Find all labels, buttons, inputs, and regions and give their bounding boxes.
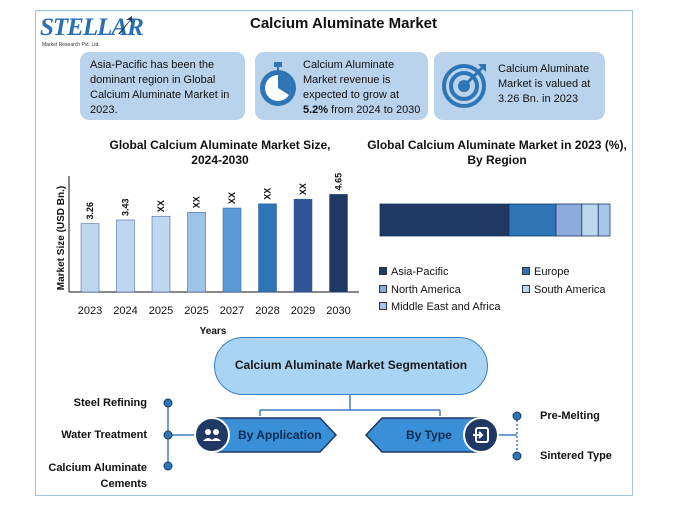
info-box-text: Calcium Aluminate Market is valued at 3.26 Bn. in 2023 <box>498 63 591 105</box>
region-chart-title: Global Calcium Aluminate Market in 2023 (%), By Region <box>367 138 627 167</box>
users-icon <box>202 425 222 445</box>
x-axis-title: Years <box>199 326 227 337</box>
segment-item-pre-melting: Pre-Melting <box>540 410 600 422</box>
bar-value-label: XX <box>262 187 273 200</box>
bar-value-label: XX <box>191 196 202 209</box>
segment-by-application-label: By Application <box>238 428 322 442</box>
x-tick-label: 2029 <box>290 305 316 317</box>
bar-value-label: XX <box>227 191 237 204</box>
info-box-text: Asia-Pacific has been the dominant region in Global Calcium Aluminate Market in 2023. <box>90 59 230 116</box>
bar-value-label: 4.65 <box>333 172 344 191</box>
legend-label: Asia-Pacific <box>391 266 449 278</box>
x-tick-label: 2028 <box>255 305 280 317</box>
x-tick-label: 2027 <box>219 305 245 317</box>
legend-label: Europe <box>534 266 570 278</box>
y-axis-title: Market Size (USD Bn.) <box>56 185 67 291</box>
x-tick-label: 2025 <box>148 305 174 317</box>
logo-subtitle: Market Research Pvt. Ltd. <box>42 42 100 48</box>
segment-item-water-treatment: Water Treatment <box>61 429 147 441</box>
logo-name: STELLAR <box>40 14 143 41</box>
page-title: Calcium Aluminate Market <box>250 15 437 32</box>
growth-rate: 5.2% <box>303 104 329 116</box>
segment-by-type-label: By Type <box>406 428 452 442</box>
login-icon <box>471 425 491 445</box>
bar-value-label: XX <box>298 183 308 196</box>
x-tick-label: 2024 <box>113 305 138 317</box>
segmentation-title: Calcium Aluminate Market Segmentation <box>214 337 488 395</box>
legend-label: South America <box>534 284 606 296</box>
segment-item-steel-refining: Steel Refining <box>73 397 147 409</box>
info-box-text: Calcium Aluminate Market revenue is expected to grow at <box>303 59 400 101</box>
segment-item-sintered-type: Sintered Type <box>540 450 612 462</box>
bar-value-label: 3.43 <box>120 198 131 216</box>
legend-label: North America <box>391 284 461 296</box>
bar-value-label: XX <box>156 200 166 213</box>
x-tick-label: 2030 <box>326 305 351 317</box>
segment-item-calcium-aluminate-cements: Calcium Aluminate Cements <box>48 462 147 490</box>
info-box-text-end: from 2024 to 2030 <box>328 104 421 116</box>
x-tick-label: 2025 <box>184 305 209 317</box>
legend-label: Middle East and Africa <box>391 301 501 313</box>
x-tick-label: 2023 <box>77 305 103 317</box>
bar-value-label: 3.26 <box>85 202 95 220</box>
bar-chart-title: Global Calcium Aluminate Market Size, 2024-2030 <box>109 138 331 167</box>
